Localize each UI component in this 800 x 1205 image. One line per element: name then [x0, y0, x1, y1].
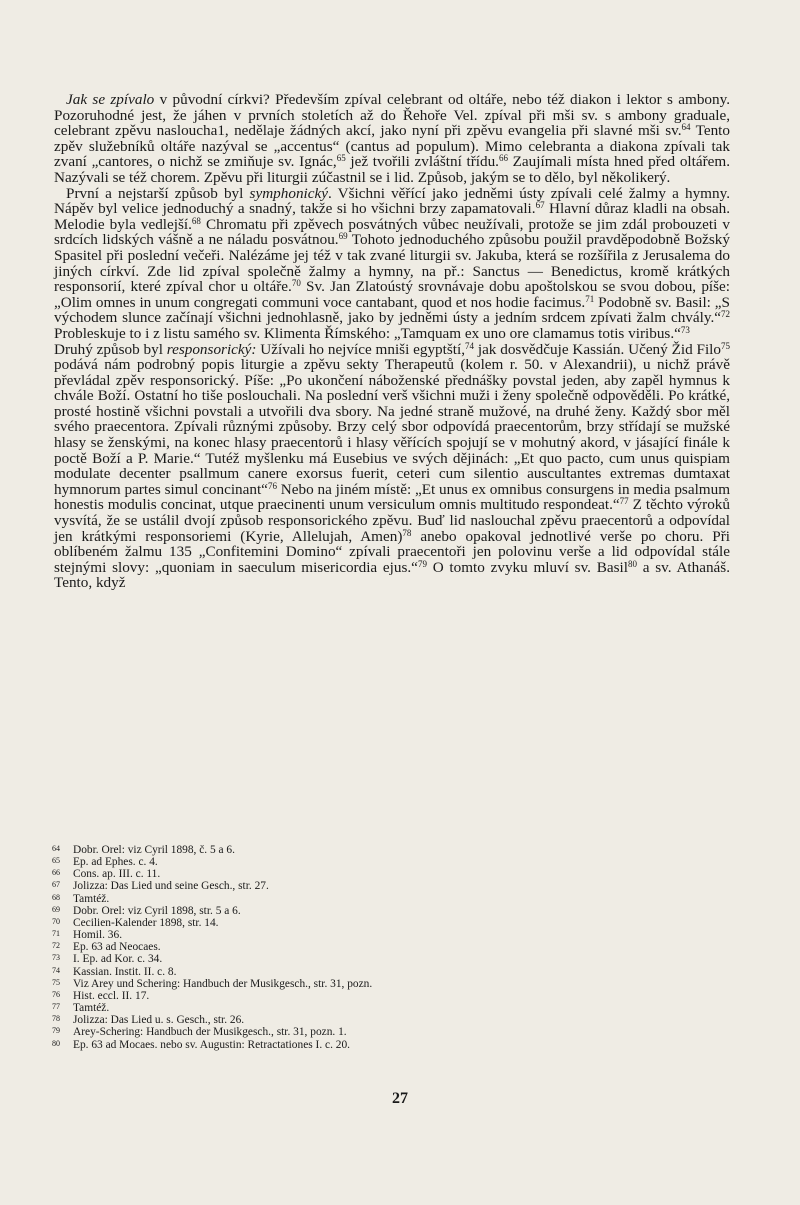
footnote-ref: 64	[681, 122, 691, 133]
footnote-ref: 66	[498, 153, 508, 164]
footnote: 69 Dobr. Orel: viz Cyril 1898, str. 5 a 6.	[52, 904, 241, 917]
footnote: 71 Homil. 36.	[52, 929, 123, 942]
footnote-ref: 72	[721, 309, 730, 320]
footnote: 80 Ep. 63 ad Mocaes. nebo sv. Augustin: Retractationes I. c. 20.	[52, 1038, 351, 1051]
footnote: 70 Cecilien-Kalender 1898, str. 14.	[52, 916, 219, 929]
footnote-ref: 75	[721, 340, 730, 351]
footnote: 68 Tamtéž.	[52, 892, 110, 905]
footnote: 67 Jolizza: Das Lied und seine Gesch., str. 27.	[52, 880, 269, 893]
footnote: 65 Ep. ad Ephes. c. 4.	[52, 856, 158, 869]
footnote-ref: 80	[627, 558, 637, 569]
footnote-ref: 74	[465, 340, 475, 351]
page-number: 27	[392, 1090, 408, 1107]
footnote: 74 Kassian. Instit. II. c. 8.	[52, 965, 177, 978]
footnote-ref: 79	[417, 558, 427, 569]
footnote: 76 Hist. eccl. II. 17.	[52, 989, 150, 1002]
footnote-ref: 70	[291, 278, 301, 289]
footnote: 66 Cons. ap. III. c. 11.	[52, 868, 161, 881]
footnote-ref: 76	[267, 480, 277, 491]
footnotes	[52, 844, 692, 1051]
footnote: 75 Viz Arey und Schering: Handbuch der Musikgesch., str. 31, pozn.	[52, 977, 373, 990]
footnote: 64 Dobr. Orel: viz Cyril 1898, č. 5 a 6.	[52, 844, 235, 856]
paragraph-singing-origin: Jak se zpívalo v původní církvi? Především zpíval celebrant od oltáře, nebo též diakon i lektor s ambony. Pozoruhodné jest, že jáhen v prvních stoletích až do Řehoře Vel. zpíval při mši sv. s ambony graduale, celebrant zpěvu nasloucha1, nedělaje žádných akcí, jako nyní při zpěvu evangelia při slavné mši sv.$^{64}$ Tento zpěv služebníků oltáře nazýval se „accentus“ (cantus ad populum). Mimo celebranta a diakona zpívali tak zvaní „cantores, o nichž se zmiňuje sv. Ignác,$^{65}$ jež tvořili zvláštní třídu.$^{66}$ Zaujímali místa hned před oltářem. Nazývali se též chorem. Zpěvu při liturgii zúčastnil se i lid. Způsob, jakým se to dělo, byl několikerý.	[54, 91, 731, 186]
footnote: 73 I. Ep. ad Kor. c. 34.	[52, 953, 163, 966]
footnote: 77 Tamtéž.	[52, 1002, 110, 1015]
paragraph-responsorial: Druhý způsob byl responsorický: Užívali ho nejvíce mniši egyptští,$^{74}$ jak dosvědčuje Kassián. Učený Žid Filo$^{75}$ podává nám podrobný popis liturgie a zpěvu sekty Therapeutů (kolem r. 50. v Alexandrii), u nichž právě převládal zpěv responsorický. Píše: „Po ukončení náboženské přednášky povstal jeden, aby zapěl hymnus k chvále Boží. Ostatní ho tiše poslouchali. Na poslední verš všichni muži i ženy společně odpověděli. Po krátké, prosté hostině všichni povstali a utvořili dva sbory. Na jedné straně mužové, na druhé ženy. Každý sbor měl svého praecentora. Zpívali různými způsoby. Brzy celý sbor odpovídá praecentorům, brzy střídají se mužské hlasy se ženskými, na konec hlasy praecentorů i hlasy věřících spojují se v mohutný akord, v jásající finále k poctě Boží a P. Marie.“ Tutéž myšlenku má Eusebius ve svých dějinách: „Et quo pacto, cum unus quispiam modulate decenter psallmum canere exorsus fuerit, ceteri cum silentio auscultantes extremas dumtaxat hymnorum partes simul concinant“$^{76}$ Nebo na jiném místě: „Et unus ex omnibus consurgens in media psalmum honestis modulis concinat, utque praecinenti unum versiculum omnis multitudo respondeat.“$^{77}$ Z těchto výroků vysvítá, že se ustálil dvojí způsob responsorického zpěvu. Buď lid naslouchal zpěvu praecentorů a odpovídal jen krátkými responsoriemi (Kyrie, Allelujah, Amen)$^{78}$ anebo opakoval jednotlivé verše po choru. Při oblíbeném žalmu 135 „Confitemini Domino“ zpívali praecentoři jen polovinu verše a lid odpovídal stále stejnými slovy: „quoniam in saeculum misericordia ejus.“$^{79}$ O tomto zvyku mluví sv. Basil$^{80}$ a sv. Athanáš. Tento, když	[54, 340, 731, 592]
footnote: 78 Jolizza: Das Lied u. s. Gesch., str. 26.	[52, 1014, 245, 1027]
footnote: 72 Ep. 63 ad Neocaes.	[52, 941, 161, 954]
italic-phrase: Jak se zpívalo	[66, 91, 155, 108]
footnote-ref: 78	[402, 527, 412, 538]
footnote: 79 Arey-Schering: Handbuch der Musikgesch., str. 31, pozn. 1.	[52, 1026, 347, 1039]
body-text	[54, 92, 730, 591]
footnote-ref: 77	[619, 496, 629, 507]
footnote-ref: 68	[191, 215, 201, 226]
footnote-ref: 67	[535, 200, 545, 211]
footnote-ref: 71	[585, 293, 595, 304]
footnote-ref: 73	[680, 324, 690, 335]
footnote-ref: 65	[336, 153, 346, 164]
italic-phrase: responsorický:	[166, 340, 257, 358]
footnote-ref: 69	[338, 231, 348, 242]
italic-phrase: symphonický	[249, 184, 328, 202]
paragraph-symphonic: První a nejstarší způsob byl symphonický. Všichni věřící jako jedněmi ústy zpívali celé žalmy a hymny. Nápěv byl velice jednoduchý a snadný, takže si ho všichni brzy zapamatovali.$^{67}$ Hlavní důraz kladli na obsah. Melodie byla vedlejší.$^{68}$ Chromatu při zpěvech posvátných vůbec neužívali, protože se jim zdál probouzeti v srdcích lidských vášně a ne náladu posvátnou.$^{69}$ Tohoto jednoduchého způsobu použil pravděpodobně Božský Spasitel při poslední večeři. Nalézáme jej též v tak zvané liturgii sv. Jakuba, která se rozšířila z Jerusalema do jiných církví. Zde lid zpíval společně žalmy a hymny, na př.: Sanctus — Benedictus, kromě krátkých responsorií, které zpíval chor u oltáře.$^{70}$ Sv. Jan Zlatoústý srovnávaje dobu apoštolskou se svou dobou, píše: „Olim omnes in unum congregati communi voce cantabant, quod et nos hodie facimus.$^{71}$ Podobně sv. Basil: „S východem slunce začínají všichni jednohlasně, jako by jedněmi ústy a jedním srdcem zpívati žalm chvály.“$^{72}$ Probleskuje to i z listu samého sv. Klimenta Římského: „Tamquam ex uno ore clamamus totis viribus.“$^{73}$	[54, 184, 731, 342]
